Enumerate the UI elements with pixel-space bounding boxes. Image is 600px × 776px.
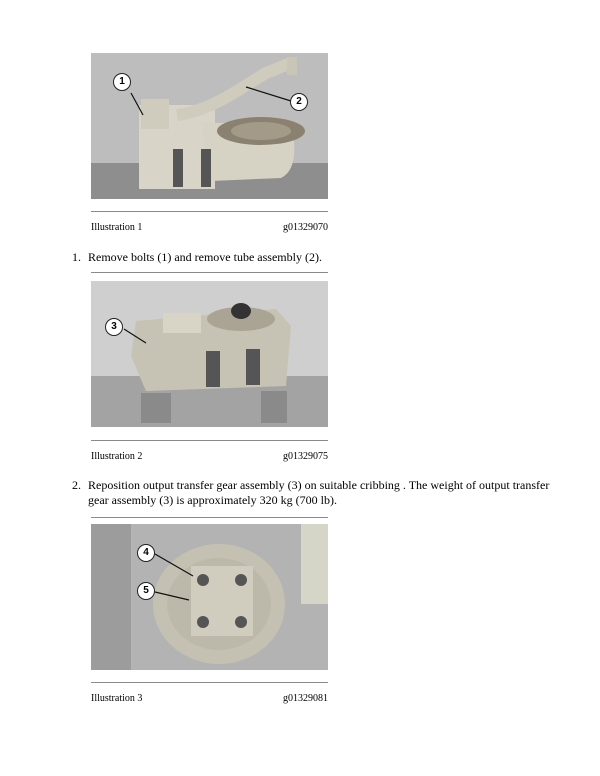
illustration-2-label: Illustration 2 [91,451,143,462]
callout-5: 5 [137,582,155,600]
step-1 [72,250,552,265]
step-2-rule [91,517,328,518]
bearing-cover-drawing [91,524,328,670]
step-2 [72,478,592,508]
step-1-rule [91,272,328,273]
illustration-1-label: Illustration 1 [91,222,143,233]
step-2-number: 2. [72,478,81,492]
illustration-1-code: g01329070 [283,222,328,233]
illustration-2-rule [91,440,328,441]
callout-2: 2 [290,93,308,111]
step-1-number: 1. [72,250,81,264]
gear-assembly-drawing [91,281,328,427]
step-2-line-2: gear assembly (3) is approximately 320 kg (700 lb). [88,493,337,507]
illustration-1-photo [91,53,328,199]
callout-4: 4 [137,544,155,562]
callout-1: 1 [113,73,131,91]
illustration-3-photo [91,524,328,670]
illustration-3-code: g01329081 [283,693,328,704]
step-1-text: Remove bolts (1) and remove tube assembly (2). [88,250,322,264]
illustration-2-code: g01329075 [283,451,328,462]
step-2-line-1: Reposition output transfer gear assembly (3) on suitable cribbing . The weight of output transfer [88,478,550,492]
illustration-1-rule [91,211,328,212]
callout-3: 3 [105,318,123,336]
illustration-3-rule [91,682,328,683]
illustration-2-photo [91,281,328,427]
illustration-3-label: Illustration 3 [91,693,143,704]
